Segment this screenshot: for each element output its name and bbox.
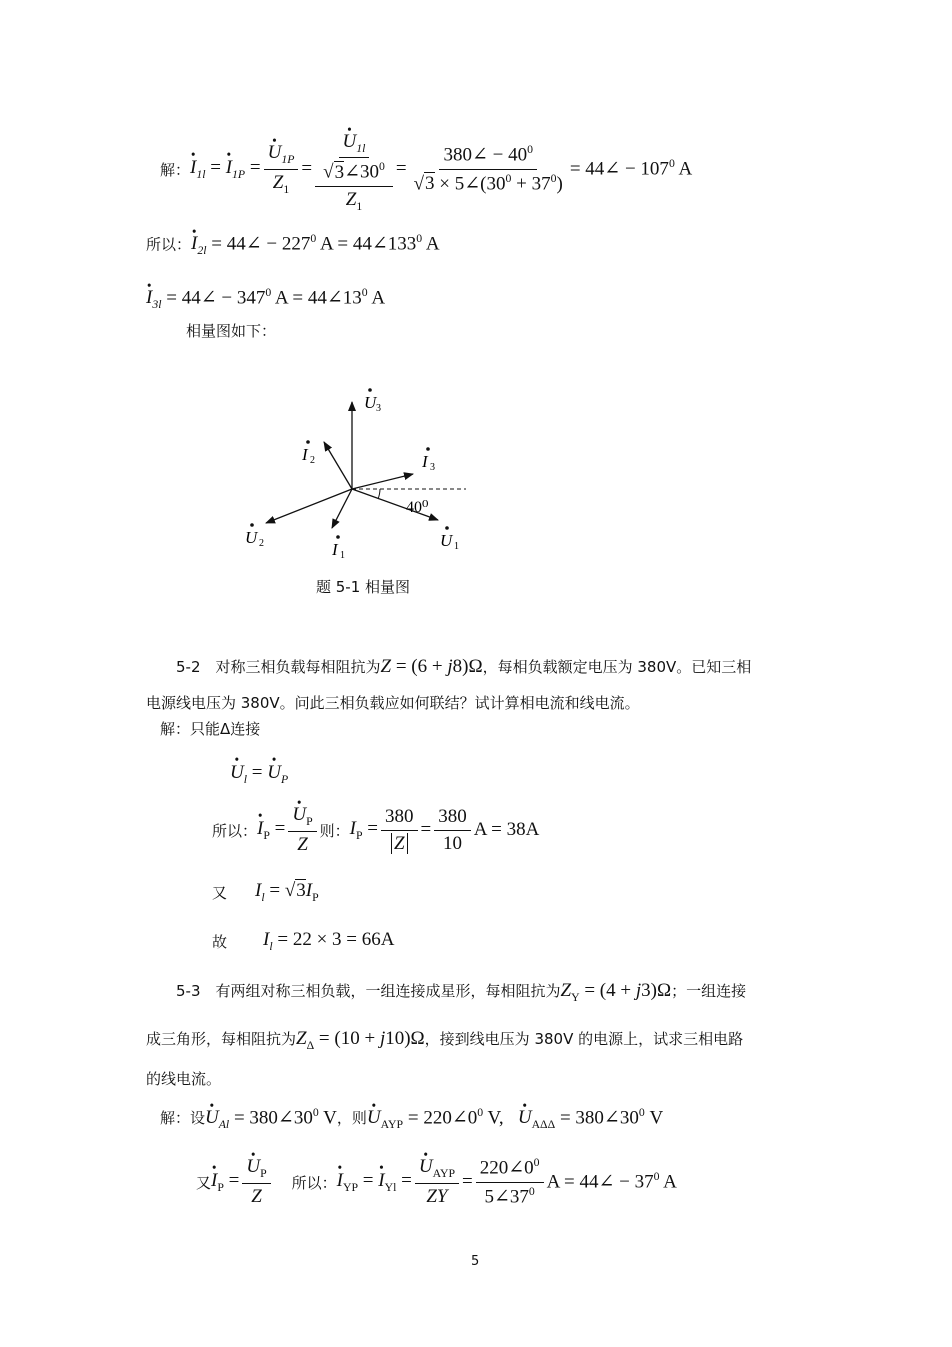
- label-i1: [331, 535, 345, 561]
- svg-text:U: U: [440, 531, 453, 550]
- label-u2: [245, 523, 264, 549]
- equation-line-current: 故 $I_l = 22 \times 3 = 66A$: [212, 929, 395, 953]
- label-u3: [364, 388, 381, 414]
- angle-arc: [378, 489, 380, 499]
- equation-i3l: • $I_{3l}$ = 44∠ − $347^0$ $A = 44\angle 13^0$ A: [146, 286, 385, 312]
- svg-text:3: 3: [430, 462, 435, 473]
- problem-5-2-line2: 电源线电压为 380V。问此三相负载应如何联结？试计算相电流和线电流。: [146, 694, 640, 712]
- svg-text:3: 3: [376, 403, 381, 414]
- svg-text:1: 1: [340, 550, 345, 561]
- therefore-label: 所以：: [146, 235, 192, 254]
- equation-line-phase-relation: 又 $I_l = √3I_P$: [212, 880, 319, 904]
- equation-voltages-5-3: 解：设 • $U_{Al}$ = $380\angle 30^0$ V ，则 • $U_{AYP}$ = $220\angle 0^0$ V, • $U_{A\Delta\Delta}$ = $380\angle 30^0$ V: [160, 1106, 663, 1132]
- label-i2: [301, 440, 315, 466]
- angle-label: 40⁰: [406, 499, 429, 516]
- svg-text:I: I: [332, 540, 338, 559]
- equation-ul-up: • $U_l$ = • $U_P$: [230, 762, 288, 787]
- label-i3: [421, 447, 435, 473]
- solution-label: 解：: [160, 160, 191, 179]
- problem-5-3-line1: 5-3 有两组对称三相负载，一组连接成星形，每相阻抗为 $Z_Y = (4 + j3)\Omega$ ；一组连接: [176, 980, 747, 1004]
- problem-5-3-line2: 成三角形，每相阻抗为 $Z_\Delta = (10 + j10)\Omega$ ，接到线电压为 380V 的电源上，试求三相电路: [146, 1028, 744, 1052]
- phasor-u2: [266, 489, 352, 523]
- problem-5-2-line1: 5-2 对称三相负载每相阻抗为 Z = (6 + j8)Ω ，每相负载额定电压为 380V。已知三相: [176, 656, 752, 677]
- svg-text:I: I: [422, 452, 428, 471]
- phasor-i3: [352, 474, 413, 489]
- svg-text:1: 1: [454, 541, 459, 552]
- phasor-intro: 相量图如下：: [186, 322, 277, 340]
- page-number: 5: [471, 1254, 480, 1269]
- svg-text:2: 2: [259, 538, 264, 549]
- solution-5-2-label: 解：只能Δ连接: [160, 720, 261, 738]
- svg-text:U: U: [245, 528, 258, 547]
- phasor-i1: [332, 489, 352, 528]
- equation-phase-current: 所以： • $I_P$ = • $\frac{U_P}{Z}$ 则： $I_P$ = $\frac{380}{Z}$ = $\frac{380}{10}$ A = 38A: [212, 800, 539, 860]
- svg-text:U: U: [364, 393, 377, 412]
- svg-text:2: 2: [310, 455, 315, 466]
- label-u1: [440, 526, 459, 552]
- phasor-i2: [324, 442, 352, 489]
- svg-text:I: I: [302, 445, 308, 464]
- equation-star-current: 又 • $I_P$ = • $\frac{U_P}{Z}$ 所以： • $I_{YP}$ = • $I_{Yl}$ = • $\frac{U_{AYP}}{ZY}$ = $\frac{220\angle 0^0}{5\angle 37^0}$ A = 44∠ − $37^0$ A: [196, 1152, 677, 1212]
- figure-caption: 题 5-1 相量图: [316, 578, 411, 596]
- problem-5-3-line3: 的线电流。: [146, 1070, 222, 1088]
- equation-5-1-current: 解： • $I_{1l}$ = • $I_{1P}$ = • $\frac{U_{1P}}{Z_1}$ = • $\frac{\frac{U_{1l}}{√3\angle 30^0}}{Z_1}$ = $\frac{380\angle - 40^0}{√3 \times 5\angle(30^0 + 37^0)}$ = 44∠ − $107^0$ A: [160, 124, 692, 214]
- equation-i2l: 所以：• $I_{2l}$ = 44∠ − $227^0$ $A = 44\angle 133^0$ A: [146, 232, 440, 258]
- phasor-diagram: [230, 370, 490, 570]
